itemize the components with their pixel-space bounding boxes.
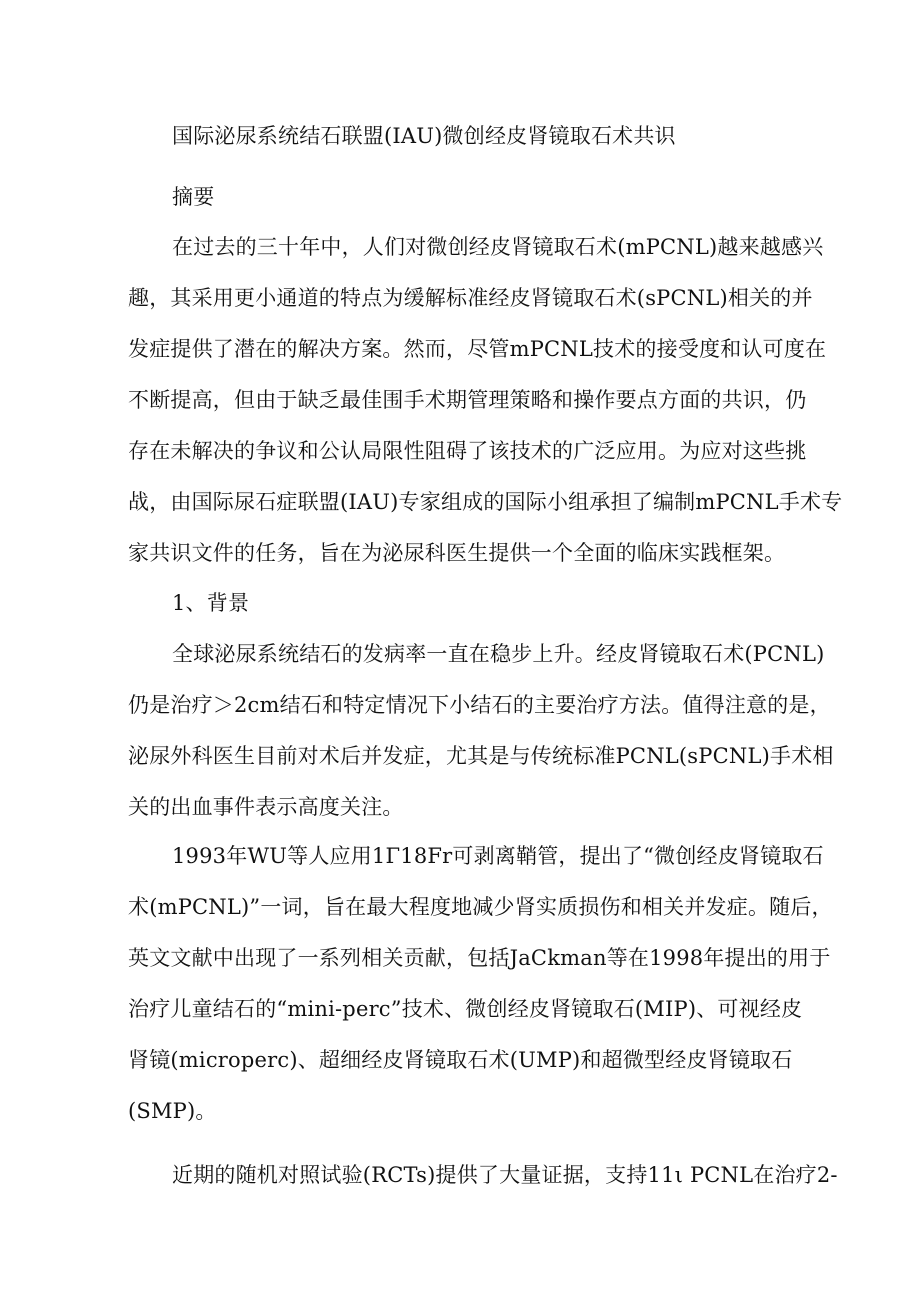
abstract-line: 在过去的三十年中，人们对微创经皮肾镜取石术(mPCNL)越来越感兴 [172,235,824,259]
paragraph-line: 近期的随机对照试验(RCTs)提供了大量证据，支持11ι PCNL在治疗2- [172,1163,838,1187]
paragraph-line: 仍是治疗＞2cm结石和特定情况下小结石的主要治疗方法。值得注意的是， [128,693,831,717]
abstract-line: 发症提供了潜在的解决方案。然而，尽管mPCNL技术的接受度和认可度在 [128,337,827,361]
paragraph-line: 治疗儿童结石的“mini-perc”技术、微创经皮肾镜取石(MIP)、可视经皮 [128,997,803,1021]
abstract-line: 战，由国际尿石症联盟(IAU)专家组成的国际小组承担了编制mPCNL手术专 [128,490,843,514]
paragraph-line: 术(mPCNL)”一词，旨在最大程度地减少肾实质损伤和相关并发症。随后， [128,895,833,919]
paragraph-line: 泌尿外科医生目前对术后并发症，尤其是与传统标准PCNL(sPCNL)手术相 [128,744,834,768]
paragraph-line: 全球泌尿系统结石的发病率一直在稳步上升。经皮肾镜取石术(PCNL) [172,642,825,666]
abstract-line: 存在未解决的争议和公认局限性阻碍了该技术的广泛应用。为应对这些挑 [128,439,807,463]
abstract-line: 不断提高，但由于缺乏最佳围手术期管理策略和操作要点方面的共识，仍 [128,388,807,412]
paragraph-line: 英文文献中出现了一系列相关贡献，包括JaCkman等在1998年提出的用于 [128,946,831,970]
abstract-line: 趣，其采用更小通道的特点为缓解标准经皮肾镜取石术(sPCNL)相关的并 [128,286,813,310]
paragraph-line: 1993年WU等人应用1Γ18Fr可剥离鞘管，提出了“微创经皮肾镜取石 [172,844,824,868]
paragraph-line: 关的出血事件表示高度关注。 [128,795,404,819]
paragraph-line: (SMP)。 [128,1099,217,1123]
document-title: 国际泌尿系统结石联盟(IAU)微创经皮肾镜取石术共识 [172,124,676,148]
abstract-heading: 摘要 [172,185,215,209]
section-heading-background: 1、背景 [172,591,250,615]
abstract-line: 家共识文件的任务，旨在为泌尿科医生提供一个全面的临床实践框架。 [128,541,786,565]
paragraph-line: 肾镜(microperc)、超细经皮肾镜取石术(UMP)和超微型经皮肾镜取石 [128,1048,793,1072]
